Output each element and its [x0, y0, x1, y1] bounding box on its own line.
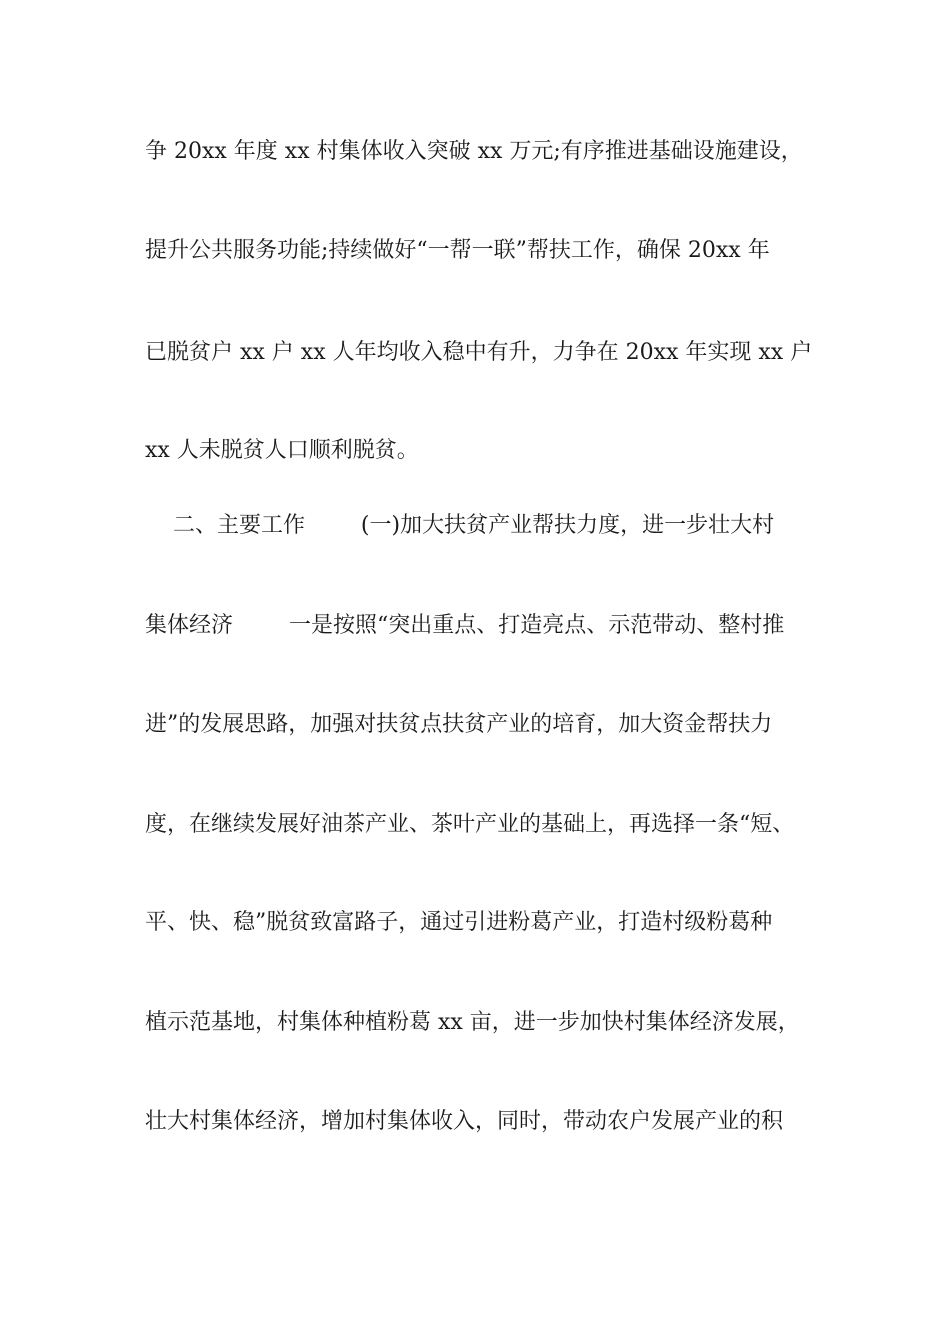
text-line: 集体经济 一是按照“突出重点、打造亮点、示范带动、整村推	[145, 613, 785, 638]
text-line: xx 人未脱贫人口顺利脱贫。	[145, 438, 419, 463]
text-line: 进”的发展思路，加强对扶贫点扶贫产业的培育，加大资金帮扶力	[145, 712, 773, 737]
section-heading-line: 二、主要工作 (一)加大扶贫产业帮扶力度，进一步壮大村	[145, 513, 775, 538]
text-line: 植示范基地，村集体种植粉葛 xx 亩，进一步加快村集体经济发展，	[145, 1010, 800, 1035]
text-line: 度，在继续发展好油茶产业、茶叶产业的基础上，再选择一条“短、	[145, 812, 795, 837]
text-line: 平、快、稳”脱贫致富路子，通过引进粉葛产业，打造村级粉葛种	[145, 910, 773, 935]
text-line: 已脱贫户 xx 户 xx 人年均收入稳中有升，力争在 20xx 年实现 xx 户	[145, 340, 813, 365]
text-line: 壮大村集体经济，增加村集体收入，同时，带动农户发展产业的积	[145, 1109, 784, 1134]
text-line: 提升公共服务功能;持续做好“一帮一联”帮扶工作，确保 20xx 年	[145, 238, 770, 263]
text-line: 争 20xx 年度 xx 村集体收入突破 xx 万元;有序推进基础设施建设，	[145, 139, 803, 164]
